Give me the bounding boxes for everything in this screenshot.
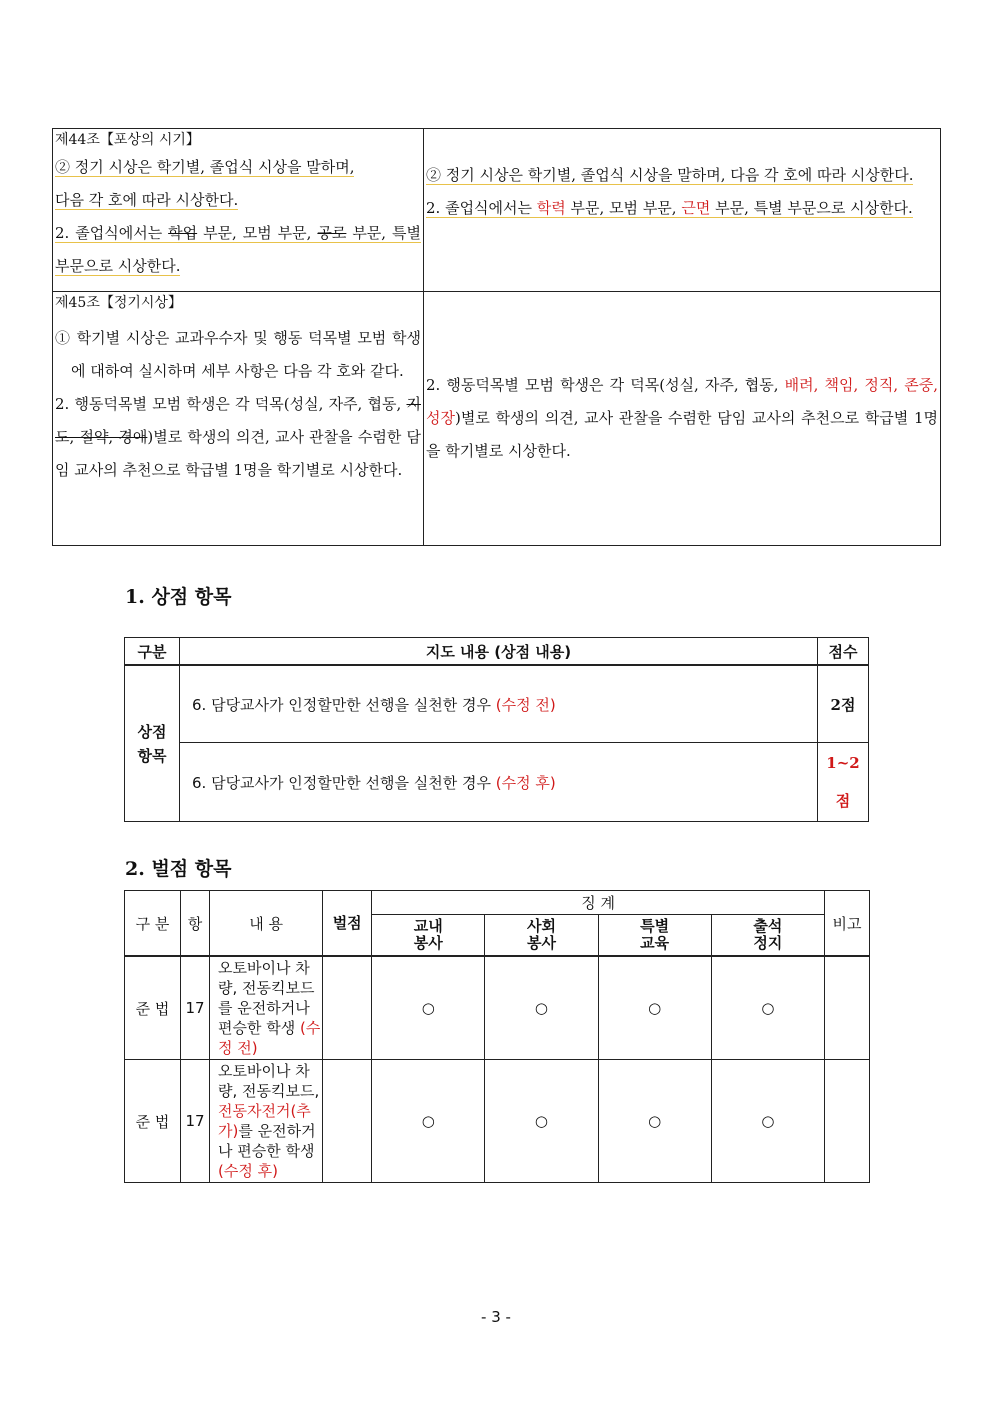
- changed-text: 전동자전거(추가): [218, 1102, 311, 1140]
- penalty-row-note: [825, 1060, 870, 1183]
- article-44-old-clause2: 2. 졸업식에서는 학업 부문, 모범 부문, 공로 부문, 특별 부문으로 시상한다.: [55, 224, 421, 275]
- article-45-new: [424, 292, 941, 546]
- penalty-heading: 2. 벌점 항목: [125, 858, 232, 880]
- merit-header-row: [125, 638, 869, 666]
- penalty-col-discipline: 징 계: [372, 891, 825, 915]
- penalty-row-points: [323, 1060, 372, 1183]
- merit-col-content: 지도 내용 (상점 내용): [180, 638, 818, 666]
- mark-circle: ○: [598, 1060, 711, 1183]
- penalty-header-row: [125, 891, 870, 915]
- penalty-sub-school-service: 교내봉사: [372, 915, 485, 957]
- mark-circle: ○: [598, 956, 711, 1060]
- penalty-row-content: 오토바이나 차량, 전동킥보드를 운전하거나 편승한 학생 (수정 전): [210, 956, 323, 1060]
- mark-circle: ○: [711, 956, 824, 1060]
- penalty-row-note: [825, 956, 870, 1060]
- article-44-new: [424, 129, 941, 292]
- article-44-old-line2: 다음 각 호에 따라 시상한다.: [55, 191, 239, 209]
- table-row: [125, 956, 870, 1060]
- article-44-old: [53, 129, 424, 292]
- penalty-col-item: 항: [181, 891, 210, 957]
- revision-note: (수정 전): [495, 695, 556, 714]
- penalty-sub-suspension: 출석정지: [711, 915, 824, 957]
- deleted-text: 지도, 절약, 경애: [55, 395, 421, 446]
- merit-col-category: 구분: [125, 638, 180, 666]
- penalty-sub-community-service: 사회봉사: [485, 915, 598, 957]
- penalty-row-item: 17: [181, 1060, 210, 1183]
- merit-score-after: 1~2점: [818, 743, 869, 822]
- mark-circle: ○: [485, 1060, 598, 1183]
- article-44-new-clause2: 2. 졸업식에서는 학력 부문, 모범 부문, 근면 부문, 특별 부문으로 시상한다.: [426, 199, 913, 217]
- merit-score-before: 2점: [818, 665, 869, 743]
- penalty-row-content: 오토바이나 차량, 전동킥보드, 전동자전거(추가)를 운전하거나 편승한 학생 (수정 후): [210, 1060, 323, 1183]
- penalty-col-points: 벌점: [323, 891, 372, 957]
- article-45-old: [53, 292, 424, 546]
- article-44-new-line1: ② 정기 시상은 학기별, 졸업식 시상을 말하며, 다음 각 호에 따라 시상한다.: [426, 166, 914, 184]
- changed-text: 학력: [536, 199, 566, 217]
- table-row: [125, 1060, 870, 1183]
- mark-circle: ○: [711, 1060, 824, 1183]
- mark-circle: ○: [372, 1060, 485, 1183]
- article-45-title: 제45조【정기시상】: [55, 295, 182, 311]
- penalty-row-item: 17: [181, 956, 210, 1060]
- table-row: [125, 743, 869, 822]
- article-45-new-clause2: 2. 행동덕목별 모범 학생은 각 덕목(성실, 자주, 협동, 배려, 책임, 정직, 존중, 성장)별로 학생의 의견, 교사 관찰을 수렴한 담임 교사의 추천으로 학급별 1명을 학기별로 시상한다.: [426, 376, 938, 460]
- merit-heading: 1. 상점 항목: [125, 586, 232, 608]
- mark-circle: ○: [485, 956, 598, 1060]
- penalty-col-note: 비고: [825, 891, 870, 957]
- article-45-old-clause1: ① 학기별 시상은 교과우수자 및 행동 덕목별 모범 학생에 대하여 실시하며 세부 사항은 다음 각 호와 같다.: [55, 329, 421, 380]
- article-45-row: [53, 292, 941, 546]
- article-44-old-line1: ② 정기 시상은 학기별, 졸업식 시상을 말하며,: [55, 158, 355, 176]
- changed-text: 근면: [681, 199, 711, 217]
- regulation-comparison-table: [52, 128, 941, 546]
- penalty-col-content: 내 용: [210, 891, 323, 957]
- page-number: - 3 -: [481, 1308, 511, 1326]
- revision-note: (수정 후): [495, 773, 556, 792]
- merit-table: [124, 637, 869, 822]
- penalty-row-category: 준 법: [125, 956, 181, 1060]
- table-row: [125, 665, 869, 743]
- penalty-table: [124, 890, 870, 1183]
- penalty-row-category: 준 법: [125, 1060, 181, 1183]
- merit-category: 상점 항목: [125, 665, 180, 822]
- merit-row-after: 6. 담당교사가 인정할만한 선행을 실천한 경우 (수정 후): [180, 743, 818, 822]
- merit-col-score: 점수: [818, 638, 869, 666]
- article-44-row: [53, 129, 941, 292]
- revision-note: (수정 전): [218, 1019, 321, 1057]
- article-45-old-clause2: 2. 행동덕목별 모범 학생은 각 덕목(성실, 자주, 협동, 지도, 절약, 경애)별로 학생의 의견, 교사 관찰을 수렴한 담임 교사의 추천으로 학급별 1명을 학기별로 시상한다.: [55, 395, 421, 479]
- deleted-text: 공로: [317, 224, 347, 242]
- merit-row-before: 6. 담당교사가 인정할만한 선행을 실천한 경우 (수정 전): [180, 665, 818, 743]
- changed-text: 배려, 책임, 정직, 존중, 성장: [426, 376, 938, 427]
- deleted-text: 학업: [168, 224, 198, 242]
- mark-circle: ○: [372, 956, 485, 1060]
- penalty-col-category: 구 분: [125, 891, 181, 957]
- article-44-title: 제44조【포상의 시기】: [55, 132, 200, 148]
- revision-note: (수정 후): [218, 1162, 278, 1180]
- penalty-row-points: [323, 956, 372, 1060]
- penalty-sub-special-education: 특별교육: [598, 915, 711, 957]
